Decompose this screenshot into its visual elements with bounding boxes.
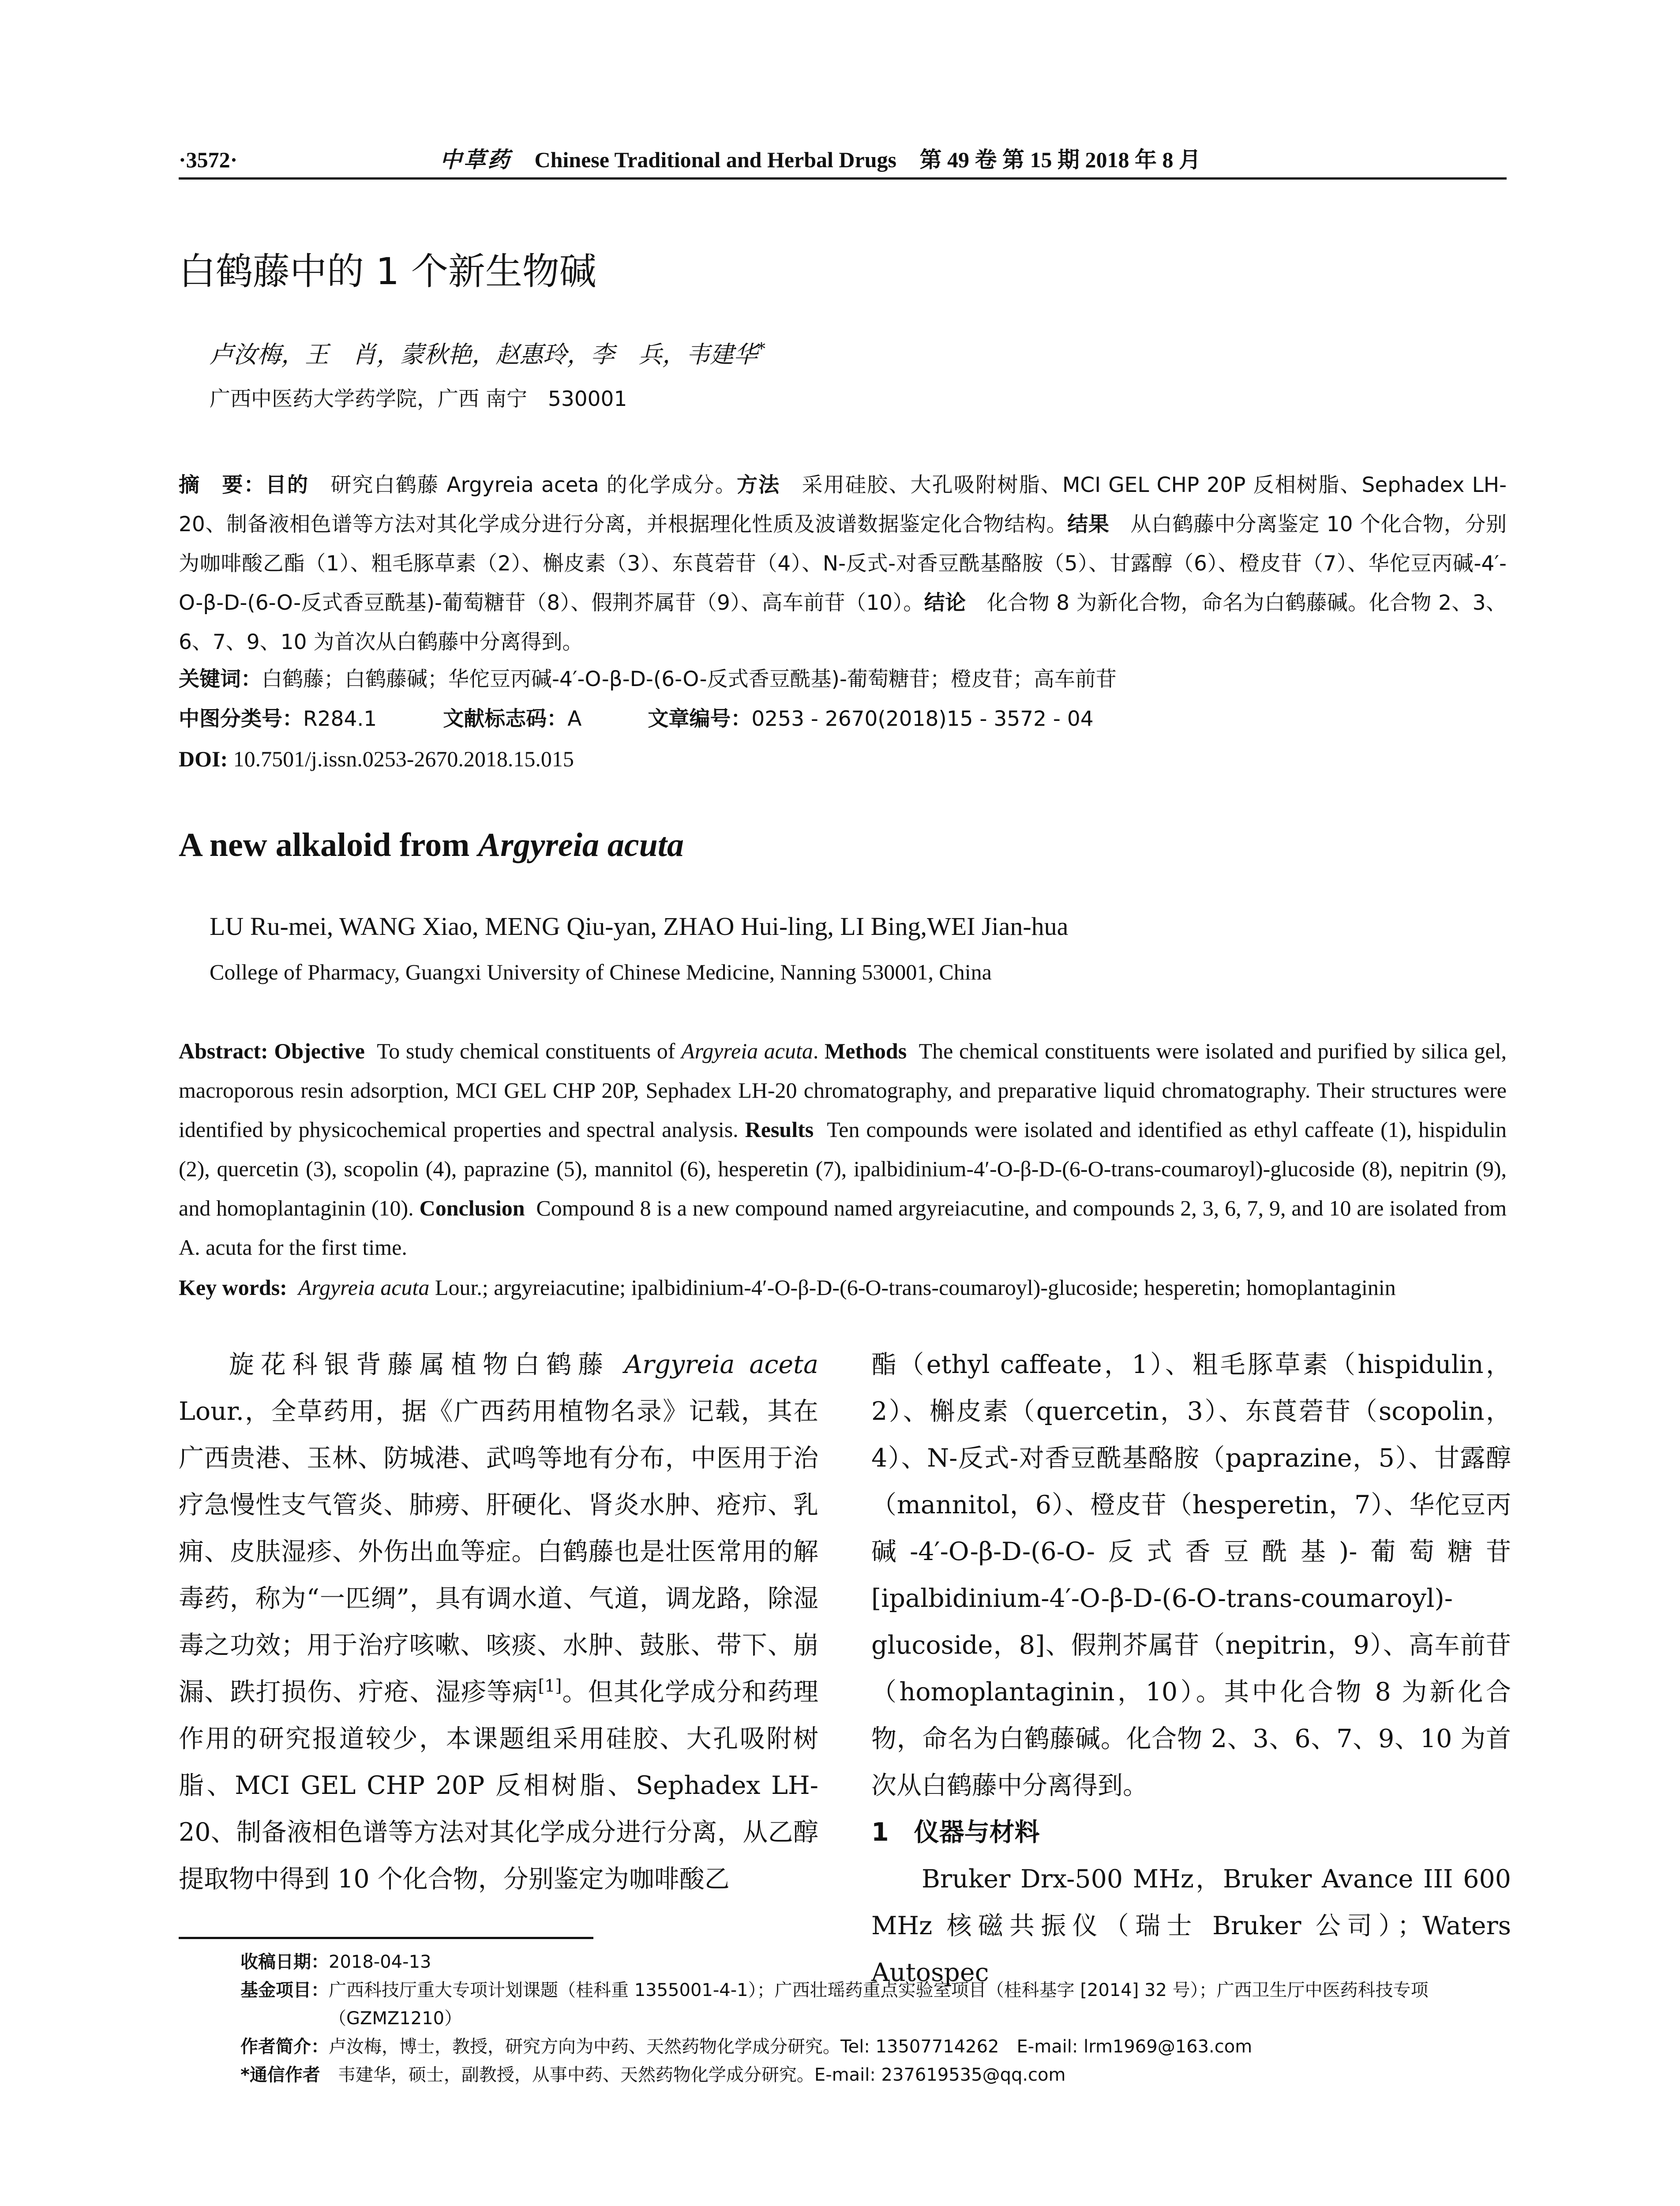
footnote-label: 作者简介：: [240, 2037, 329, 2057]
journal-name-en: Chinese Traditional and Herbal Drugs: [534, 147, 896, 172]
body-column-right: [871, 1341, 1511, 1996]
keywords-cn-label: 关键词：: [179, 667, 262, 691]
title-en-main: A new alkaloid from: [179, 826, 478, 863]
footnote-author-bio: [240, 2033, 1507, 2061]
issue-info: 第 49 卷 第 15 期 2018 年 8 月: [919, 147, 1201, 172]
keywords-en-label: Key words:: [179, 1275, 287, 1300]
title-en: [179, 821, 684, 869]
article-no-label: 文章编号：: [648, 707, 752, 731]
footnote-rule: [179, 1937, 593, 1939]
keywords-cn: [179, 662, 1507, 697]
abstract-en-label: Abstract:: [179, 1039, 268, 1063]
footnote-label: 收稿日期：: [240, 1952, 329, 1972]
affiliation-cn: 广西中医药大学药学院，广西 南宁 530001: [210, 387, 627, 411]
footnote-text: 韦建华，硕士，副教授，从事中药、天然药物化学成分研究。E-mail: 237619535@qq.com: [320, 2065, 1066, 2085]
authors-cn: [210, 332, 765, 372]
intro-paragraph-continued: 酯（ethyl caffeate，1）、粗毛豚草素（hispidulin，2）、槲皮素（quercetin，3）、东莨菪苷（scopolin，4）、N-反式-对香豆酰基酪胺（paprazine，5）、甘露醇（mannitol，6）、橙皮苷（hesperetin，7）、华佗豆丙碱-4′-O-β-D-(6-O-反式香豆酰基)-葡萄糖苷 [ipalbidinium-4′-O-β-D-(6-O-trans-coumaroyl)-glucoside，8]、假荆芥属苷（nepitrin，9）、高车前苷（homoplantaginin，10）。其中化合物 8 为新化合物，命名为白鹤藤碱。化合物 2、3、6、7、9、10 为首次从白鹤藤中分离得到。: [871, 1350, 1511, 1800]
citation-ref[interactable]: [1]: [538, 1676, 562, 1696]
footnotes: [240, 1948, 1507, 2089]
objective-label-cn: 目的: [265, 473, 309, 497]
title-cn: 白鹤藤中的 1 个新生物碱: [179, 250, 596, 293]
intro-paragraph: [179, 1341, 818, 1902]
conclusion-label-en: Conclusion: [419, 1196, 525, 1220]
conclusion-en: Compound 8 is a new compound named argyreiacutine, and compounds 2, 3, 6, 7, 9, and 10 are isolated from A. acuta for the first time.: [179, 1196, 1507, 1260]
journal-name-cn: 中草药: [440, 146, 511, 173]
keywords-en-text: Lour.; argyreiacutine; ipalbidinium-4′-O-β-D-(6-O-trans-coumaroyl)-glucoside; hesperetin; homoplantaginin: [429, 1275, 1396, 1300]
title-en-species: Argyreia acuta: [478, 826, 684, 863]
conclusion-cn: 化合物 8 为新化合物，命名为白鹤藤碱。化合物 2、3、6、7、9、10 为首次从白鹤藤中分离得到。: [179, 591, 1507, 654]
methods-en: The chemical constituents were isolated and purified by silica gel, macroporous resin adsorption, MCI GEL CHP 20P, Sephadex LH-20 chromatography, and preparative liquid chromatography. Their structures were identified by physicochemical properties and spectral analysis.: [179, 1039, 1507, 1142]
intro-text-c: 。但其化学成分和药理作用的研究报道较少，本课题组采用硅胶、大孔吸附树脂、MCI GEL CHP 20P 反相树脂、Sephadex LH-20、制备液相色谱等方法对其化学成分进行分离，从乙醇提取物中得到 10 个化合物，分别鉴定为咖啡酸乙: [179, 1677, 819, 1894]
footnote-corresponding: [240, 2061, 1507, 2089]
article-no-value: 0253 - 2670(2018)15 - 3572 - 04: [751, 707, 1094, 731]
objective-en-post: .: [813, 1039, 819, 1063]
instruments-paragraph: Bruker Drx-500 MHz，Bruker Avance III 600 MHz 核磁共振仪（瑞士 Bruker 公司）；Waters Autospec: [871, 1865, 1511, 1987]
abstract-en: [179, 1032, 1507, 1267]
footnote-label: 基金项目：: [240, 1980, 329, 2000]
objective-cn: 研究白鹤藤 Argyreia aceta 的化学成分。: [330, 473, 737, 497]
methods-cn: 采用硅胶、大孔吸附树脂、MCI GEL CHP 20P 反相树脂、Sephadex LH-20、制备液相色谱等方法对其化学成分进行分离，并根据理化性质及波谱数据鉴定化合物结构。: [179, 473, 1507, 536]
doi-line: [179, 741, 1507, 777]
running-header: [179, 142, 1507, 180]
authors-cn-names: 卢汝梅，王 肖，蒙秋艳，赵惠玲，李 兵，韦建华: [210, 341, 758, 368]
footnote-text: 2018-04-13: [329, 1952, 431, 1972]
objective-label-en: Objective: [274, 1039, 365, 1063]
body-column-left: [179, 1341, 818, 1902]
authors-en: LU Ru-mei, WANG Xiao, MENG Qiu-yan, ZHAO Hui-ling, LI Bing,WEI Jian-hua: [210, 912, 1069, 941]
objective-en-species: Argyreia acuta: [681, 1039, 813, 1063]
doc-code-label: 文献标志码：: [443, 707, 568, 731]
clc-label: 中图分类号：: [179, 707, 303, 731]
classification-line: [179, 702, 1507, 737]
doc-code-value: A: [567, 707, 582, 731]
corresponding-mark: *: [758, 340, 765, 358]
footnote-received: [240, 1948, 1507, 1976]
footnote-label: *通信作者: [240, 2065, 320, 2085]
conclusion-label-cn: 结论: [924, 591, 966, 615]
page-number: ·3572·: [179, 147, 238, 172]
footnote-text: 广西科技厅重大专项计划课题（桂科重 1355001-4-1）；广西壮瑶药重点实验室项目（桂科基字 [2014] 32 号）；广西卫生厅中医药科技专项（GZMZ1210）: [329, 1980, 1429, 2029]
methods-label-en: Methods: [825, 1039, 907, 1063]
results-label-en: Results: [745, 1117, 814, 1142]
intro-species: Argyreia aceta: [624, 1350, 818, 1379]
objective-en-pre: To study chemical constituents of: [377, 1039, 682, 1063]
clc-value: R284.1: [303, 707, 377, 731]
results-label-cn: 结果: [1067, 512, 1110, 536]
keywords-en: [179, 1270, 1507, 1305]
section-heading: 1 仪器与材料: [871, 1818, 1040, 1847]
affiliation-en: College of Pharmacy, Guangxi University of Chinese Medicine, Nanning 530001, China: [210, 960, 992, 984]
intro-text-a: 旋花科银背藤属植物白鹤藤: [229, 1350, 625, 1379]
keywords-cn-text: 白鹤藤；白鹤藤碱；华佗豆丙碱-4′-O-β-D-(6-O-反式香豆酰基)-葡萄糖苷；橙皮苷；高车前苷: [262, 667, 1117, 691]
keywords-en-species: Argyreia acuta: [298, 1275, 430, 1300]
abstract-cn-label: 摘 要：: [179, 473, 266, 497]
footnote-text: 卢汝梅，博士，教授，研究方向为中药、天然药物化学成分研究。Tel: 13507714262 E-mail: lrm1969@163.com: [329, 2037, 1252, 2057]
abstract-cn: [179, 465, 1507, 662]
footnote-funding: [240, 1976, 1507, 2033]
journal-name: [440, 142, 1201, 177]
doi-value[interactable]: 10.7501/j.issn.0253-2670.2018.15.015: [233, 747, 574, 771]
methods-label-cn: 方法: [737, 473, 780, 497]
results-cn: 从白鹤藤中分离鉴定 10 个化合物，分别为咖啡酸乙酯（1）、粗毛豚草素（2）、槲皮素（3）、东莨菪苷（4）、N-反式-对香豆酰基酪胺（5）、甘露醇（6）、橙皮苷（7）、华佗豆丙碱-4′-O-β-D-(6-O-反式香豆酰基)-葡萄糖苷（8）、假荆芥属苷（9）、高车前苷（10）。: [179, 512, 1507, 615]
results-en: Ten compounds were isolated and identified as ethyl caffeate (1), hispidulin (2), quercetin (3), scopolin (4), paprazine (5), mannitol (6), hesperetin (7), ipalbidinium-4′-O-β-D-(6-O-trans-coumaroyl)-glucoside (8), nepitrin (9), and homoplantaginin (10).: [179, 1117, 1507, 1220]
doi-label: DOI:: [179, 747, 228, 771]
intro-text-b: Lour.，全草药用，据《广西药用植物名录》记载，其在广西贵港、玉林、防城港、武鸣等地有分布，中医用于治疗急慢性支气管炎、肺痨、肝硬化、肾炎水肿、疮疖、乳痈、皮肤湿疹、外伤出血等症。白鹤藤也是壮医常用的解毒药，称为“一匹绸”，具有调水道、气道，调龙路，除湿毒之功效；用于治疗咳嗽、咳痰、水肿、鼓胀、带下、崩漏、跌打损伤、疔疮、湿疹等病: [179, 1397, 818, 1707]
